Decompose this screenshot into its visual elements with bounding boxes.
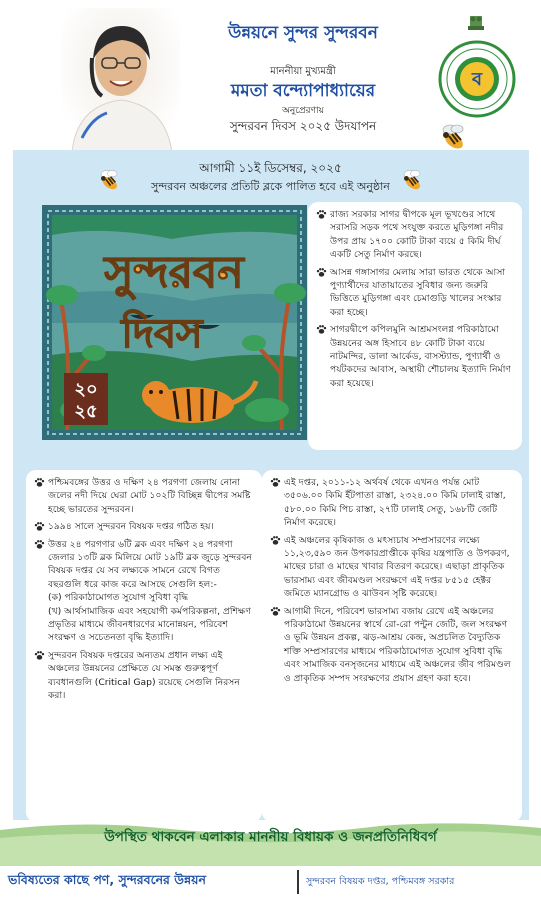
point-text: উত্তর ২৪ পরগণার ৬টি ব্লক এবং দক্ষিণ ২৪ পরগণা জেলার ১৩টি ব্লক মিলিয়ে মোট ১৯টি ব্লক জুড়ে সুন্দরবন বিষয়ক দপ্তর যে সব লক্ষ্যকে সামনে রেখে বিগত বছরগুলি ধরে কাজ করে আসছে সেগুলি হল:- — [48, 538, 252, 590]
right-top-card — [308, 202, 522, 450]
list-item — [270, 476, 516, 530]
paw-icon — [270, 606, 281, 617]
slogan: ভবিষ্যতের কাছে পণ, সুন্দরবনের উন্নয়ন — [8, 872, 206, 887]
chief-minister-portrait — [62, 8, 180, 153]
paw-icon — [316, 267, 327, 278]
sub-point-kha: (খ) আর্থসামাজিক এবং সহযোগী কর্মপরিকল্পনা, প্রশিক্ষণ প্রভৃতির মাধ্যমে জীবনধারণের মানোন্নয়ন, পরিবেশ সংরক্ষণ ও সচেতনতা বৃদ্ধি ইত্যাদি। — [48, 605, 251, 644]
headline: উন্নয়নে সুন্দর সুন্দরবন — [228, 23, 378, 43]
artwork-title-line1: সুন্দরবন — [104, 247, 244, 298]
point-text: সাগরদ্বীপে কপিলমুনি আশ্রমসংলগ্ন পরিকাঠামো উন্নয়নের অঙ্গ হিসাবে ৪৮ কোটি টাকা ব্যয়ে নাটমন্দির, ডালা আর্কেড, বাসস্ট্যান্ড, পুণ্যার্থী ও পর্যটকদের আবাস, অস্থায়ী শৌচালয় ইত্যাদি নির্মাণ করা হয়েছে। — [330, 324, 511, 389]
paw-icon — [34, 477, 45, 488]
event-scope: সুন্দরবন অঞ্চলের প্রতিটি ব্লকে পালিত হবে এই অনুষ্ঠান — [151, 180, 390, 193]
artwork-year-top: ২০ — [74, 379, 98, 400]
list-item — [34, 649, 256, 703]
point-text: রাজ্য সরকার সাগর দ্বীপকে মূল ভূখণ্ডের সাথে সরাসরি সড়ক পথে সংযুক্ত করতে মুড়িগঙ্গা নদীর উপর প্রায় ১৭০০ কোটি টাকা ব্যয়ে ৫ কিমি দীর্ঘ একটি সেতু নির্মাণ করছে। — [330, 209, 504, 261]
svg-text:ব: ব — [471, 69, 483, 90]
list-item — [270, 534, 516, 601]
point-text: আসন্ন গঙ্গাসাগর মেলায় সারা ভারত থেকে আসা পুণ্যার্থীদের যাতায়াতের সুবিধার জন্য জরুরি ভিত্তিতে মুড়িগঙ্গা এবং চেমাগুড়ি খালের সংস্কার করা হচ্ছে। — [330, 266, 506, 318]
list-item — [316, 208, 516, 262]
list-item — [270, 605, 516, 685]
point-text: এই দপ্তর, ২০১১-১২ অর্থবর্ষ থেকে এখনও পর্যন্ত মোট ৩৫০৬.০০ কিমি ইঁটপাতা রাস্তা, ২৩২৪.০০ কিমি ঢালাই রাস্তা, ৫৮০.০০ কিমি পিচ রাস্তা, ২৭টি ঢালাই সেতু, ১৬৮টি জেটি নির্মাণ করেছে। — [284, 477, 506, 529]
celebration-label: সুন্দরবন দিবস ২০২৫ উদযাপন — [229, 119, 377, 133]
state-emblem-icon — [446, 14, 506, 34]
department-name: সুন্দরবন বিষয়ক দপ্তর, পশ্চিমবঙ্গ সরকার — [306, 876, 455, 887]
point-text: এই অঞ্চলের কৃষিকাজ ও মৎস্যচাষ সম্প্রসারণের লক্ষ্যে ১১,২৩,৫৯০ জন উপকারপ্রাপ্তীকে কৃষির যন্ত্রপাতি ও উপকরণ, মাছের চারা ও মাছের খাবার বিতরণ করেছে। এছাড়া প্রাকৃতিক ভারসাম্য এবং জীবমণ্ডল সংরক্ষণে এই দপ্তর ৮৫১৫ হেক্টর জমিতে ম্যানগ্রোভ ও ঝাউবন সৃষ্টি করেছে। — [284, 534, 510, 600]
paw-icon — [270, 477, 281, 488]
point-text: ১৯৯৪ সালে সুন্দরবন বিষয়ক দপ্তর গঠিত হয়। — [48, 521, 214, 533]
list-item — [34, 538, 256, 645]
paw-icon — [270, 535, 281, 546]
paw-icon — [34, 539, 45, 550]
paw-icon — [316, 209, 327, 220]
bee-icon — [436, 122, 470, 152]
paw-icon — [34, 521, 45, 532]
point-text: সুন্দরবন বিষয়ক দপ্তরের অন্যতম প্রধান লক্ষ্য এই অঞ্চলের উন্নয়নের প্রেক্ষিতে যে সমস্ত গুরুত্বপূর্ণ ব্যবধানগুলি (Critical Gap) রয়েছে সেগুলি নিরসন করা। — [48, 649, 240, 702]
cm-name: মমতা বন্দ্যোপাধ্যায়ের — [230, 81, 376, 101]
sundarban-divas-artwork — [42, 205, 307, 440]
artwork-year-bottom: ২৫ — [74, 401, 98, 422]
list-item — [34, 476, 256, 516]
header — [0, 0, 541, 150]
inspiration-label: অনুপ্রেরণায় — [282, 106, 324, 116]
left-card — [26, 470, 262, 822]
sub-point-ka: (ক) পরিকাঠামোগত সুযোগ সুবিধা বৃদ্ধি — [48, 592, 189, 604]
paw-icon — [316, 324, 327, 335]
biswa-bangla-seal-icon — [438, 40, 516, 118]
attendance-note: উপস্থিত থাকবেন এলাকার মাননীয় বিধায়ক ও জনপ্রতিনিধিবর্গ — [104, 829, 437, 845]
point-text: পশ্চিমবঙ্গের উত্তর ও দক্ষিণ ২৪ পরগণা জেলায় নোনা জলের নদী দিয়ে ঘেরা মোট ১০২টি বিচ্ছিন্ন দ্বীপের সমষ্টি হচ্ছে ভারতের সুন্দরবন। — [48, 477, 251, 515]
cm-designation: মাননীয়া মুখ্যমন্ত্রী — [270, 66, 336, 77]
list-item — [34, 520, 256, 533]
artwork-title-line2: দিবস — [121, 311, 203, 357]
point-text: আগামী দিনে, পরিবেশ ভারসাম্য বজায় রেখে এই অঞ্চলের পরিকাঠামো উন্নয়নের স্বার্থে রো-রো পন্টুন জেটি, জল সংরক্ষণ ও ভূমি উন্নয়ন প্রকল্প, ঝড়-আশ্রয় কেন্দ্র, অপ্রচলিত বৈদ্যুতিক শক্তি সম্প্রসারণের মাধ্যমে পরিকাঠামোগত সুযোগ সুবিধা বৃদ্ধি এবং সামাজিক বনসৃজনের মাধ্যমে এই অঞ্চলের জীব পরিমণ্ডল ও প্রাকৃতিক সম্পদ সংরক্ষণের প্রয়াস গ্রহণ করা হবে। — [284, 605, 511, 684]
right-bottom-card — [262, 470, 522, 822]
paw-icon — [34, 650, 45, 661]
list-item — [316, 266, 516, 320]
event-date: আগামী ১১ই ডিসেম্বর, ২০২৫ — [199, 161, 342, 175]
list-item — [316, 323, 516, 390]
footer-divider — [297, 870, 299, 894]
